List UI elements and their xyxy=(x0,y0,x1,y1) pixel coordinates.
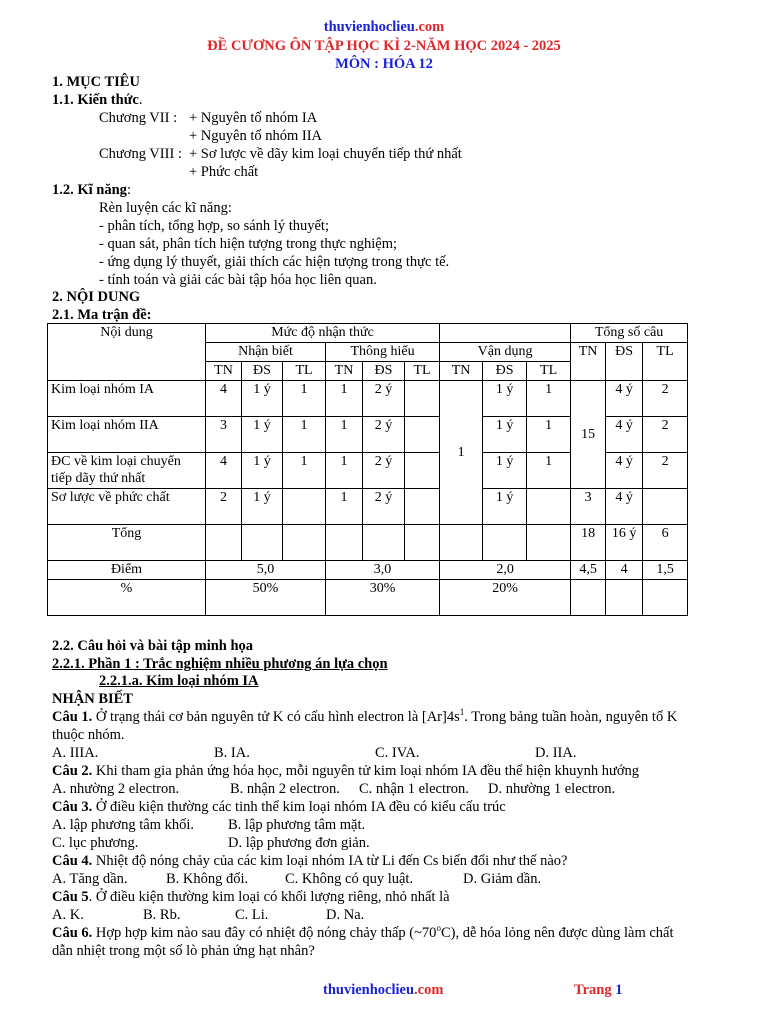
skill-item: - ứng dụng lý thuyết, giải thích các hiện tượng trong thực tế. xyxy=(99,254,450,270)
q1-option: A. IIIA. xyxy=(52,745,99,761)
q1-option: D. IIA. xyxy=(535,745,577,761)
cell: 1 xyxy=(527,381,571,417)
percent-row xyxy=(48,580,688,616)
col-header-content: Nội dung xyxy=(48,324,206,381)
cell: 2 ý xyxy=(363,489,405,525)
cell: 1 ý xyxy=(483,381,527,417)
q1-option: B. IA. xyxy=(214,745,250,761)
cell: 1 xyxy=(326,381,363,417)
cell: 1 ý xyxy=(242,417,283,453)
q1-option: C. IVA. xyxy=(375,745,420,761)
q2-option: A. nhường 2 electron. xyxy=(52,781,180,797)
row-name: Kim loại nhóm IIA xyxy=(48,417,206,453)
cell: 4 ý xyxy=(606,381,643,417)
col-header-tl: TL xyxy=(527,362,571,381)
col-header-total: Tổng số câu xyxy=(571,324,688,343)
site-domain: .com xyxy=(414,19,445,35)
cell xyxy=(405,417,440,453)
col-header-ds: ĐS xyxy=(363,362,405,381)
question-6: Câu 6. Hợp hợp kim nào sau đây có nhiệt độ nóng chảy thấp (~70$^o$C), dễ hóa lỏng nên được dùng làm chất xyxy=(52,923,674,941)
cell: 2 xyxy=(643,453,688,489)
cell: 4 ý xyxy=(606,417,643,453)
level-heading: NHẬN BIẾT xyxy=(52,691,133,707)
cell: 1 ý xyxy=(242,489,283,525)
row-name: Sơ lược về phức chất xyxy=(48,489,206,525)
cell: 3 xyxy=(206,417,242,453)
col-header-ds: ĐS xyxy=(606,343,643,381)
skills-heading: 1.2. Kĩ năng: xyxy=(52,182,131,198)
site-header xyxy=(0,18,768,36)
document-title: ĐỀ CƯƠNG ÔN TẬP HỌC KÌ 2-NĂM HỌC 2024 - 2025 xyxy=(207,38,561,54)
q4-option: A. Tăng dần. xyxy=(52,871,128,887)
total-label: Tổng xyxy=(48,525,206,561)
cell: 4 xyxy=(206,453,242,489)
score-apply: 2,0 xyxy=(440,561,571,580)
cell: 4 ý xyxy=(606,453,643,489)
score-tl: 1,5 xyxy=(643,561,688,580)
row-name: ĐC về kim loại chuyển tiếp dãy thứ nhất xyxy=(48,453,206,489)
cell xyxy=(405,489,440,525)
page-number: Trang 1 xyxy=(574,982,623,998)
cell xyxy=(405,453,440,489)
question-3: Câu 3. Ở điều kiện thường các tinh thể kim loại nhóm IA đều có kiểu cấu trúc xyxy=(52,799,506,815)
score-ds: 4 xyxy=(606,561,643,580)
question-4: Câu 4. Nhiệt độ nóng chảy của các kim loại nhóm IA từ Li đến Cs biến đổi như thế nào? xyxy=(52,853,568,869)
cell xyxy=(283,489,326,525)
footer-site xyxy=(323,981,443,999)
percent-understand: 30% xyxy=(326,580,440,616)
total-ds: 16 ý xyxy=(606,525,643,561)
cell: 2 xyxy=(206,489,242,525)
question-1: Câu 1. Ở trạng thái cơ bản nguyên tử K có cấu hình electron là $[Ar]4s^1$. Trong bảng tuần hoàn, nguyên tố K xyxy=(52,707,678,725)
cell: 1 xyxy=(326,453,363,489)
chapter-7-label: Chương VII : xyxy=(99,110,178,126)
col-header-recognize: Nhận biết xyxy=(206,343,326,362)
chapter-7-item: + Nguyên tố nhóm IA xyxy=(189,110,318,126)
cell xyxy=(405,381,440,417)
skill-item: - quan sát, phân tích hiện tượng trong thực nghiệm; xyxy=(99,236,398,252)
cell: 3 xyxy=(571,489,606,525)
cell: 4 xyxy=(206,381,242,417)
score-row xyxy=(48,561,688,580)
subject-title: MÔN : HÓA 12 xyxy=(335,56,433,72)
q5-option: B. Rb. xyxy=(143,907,181,923)
cell: 1 xyxy=(527,453,571,489)
chapter-8-item: + Phức chất xyxy=(189,164,259,180)
col-header-tn: TN xyxy=(571,343,606,381)
q3-option: C. lục phương. xyxy=(52,835,139,851)
q2-option: B. nhận 2 electron. xyxy=(230,781,340,797)
part-1-heading: 2.2.1. Phần 1 : Trắc nghiệm nhiều phương án lựa chọn xyxy=(52,656,388,672)
q4-option: D. Giảm dần. xyxy=(463,871,542,887)
q3-option: B. lập phương tâm mặt. xyxy=(228,817,366,833)
section-1-heading: 1. MỤC TIÊU xyxy=(52,74,140,90)
col-header-tl: TL xyxy=(643,343,688,381)
total-tl: 6 xyxy=(643,525,688,561)
q4-option: B. Không đổi. xyxy=(166,871,249,887)
chapter-8-label: Chương VIII : xyxy=(99,146,182,162)
cell: 1 xyxy=(527,417,571,453)
percent-recognize: 50% xyxy=(206,580,326,616)
cell: 1 ý xyxy=(483,489,527,525)
cell: 2 ý xyxy=(363,453,405,489)
cell: 2 xyxy=(643,381,688,417)
total-tn: 18 xyxy=(571,525,606,561)
q3-option: A. lập phương tâm khối. xyxy=(52,817,194,833)
cell: 1 xyxy=(283,453,326,489)
question-1-cont: thuộc nhóm. xyxy=(52,727,125,743)
col-header-tn: TN xyxy=(206,362,242,381)
cell: 1 ý xyxy=(483,417,527,453)
q5-option: D. Na. xyxy=(326,907,365,923)
cell: 2 ý xyxy=(363,417,405,453)
cell: 1 xyxy=(283,381,326,417)
skill-item: - phân tích, tổng hợp, so sánh lý thuyết; xyxy=(99,218,329,234)
cell: 1 xyxy=(326,417,363,453)
col-header-tl: TL xyxy=(405,362,440,381)
part-1a-heading: 2.2.1.a. Kim loại nhóm IA xyxy=(99,673,259,689)
cell: 2 xyxy=(643,417,688,453)
col-header-tn: TN xyxy=(326,362,363,381)
cell: 1 ý xyxy=(242,453,283,489)
q3-option: D. lập phương đơn giản. xyxy=(228,835,370,851)
total-row xyxy=(48,525,688,561)
cell: 4 ý xyxy=(606,489,643,525)
questions-heading: 2.2. Câu hỏi và bài tập minh họa xyxy=(52,638,254,654)
question-5: Câu 5. Ở điều kiện thường kim loại có khối lượng riêng, nhỏ nhất là xyxy=(52,889,450,905)
col-header-blank xyxy=(440,324,571,343)
q2-option: C. nhận 1 electron. xyxy=(359,781,469,797)
table-row xyxy=(48,489,688,525)
chapter-7-item: + Nguyên tố nhóm IIA xyxy=(189,128,323,144)
footer-site-name: thuvienhoclieu xyxy=(323,982,415,998)
exam-matrix-table xyxy=(47,323,688,616)
col-header-level: Mức độ nhận thức xyxy=(206,324,440,343)
cell-merged-total-tn: 15 xyxy=(571,381,606,489)
knowledge-heading: 1.1. Kiến thức. xyxy=(52,92,143,108)
col-header-tl: TL xyxy=(283,362,326,381)
col-header-understand: Thông hiểu xyxy=(326,343,440,362)
score-understand: 3,0 xyxy=(326,561,440,580)
cell: 1 xyxy=(326,489,363,525)
skills-intro: Rèn luyện các kĩ năng: xyxy=(99,200,232,216)
q5-option: A. K. xyxy=(52,907,84,923)
cell: 2 ý xyxy=(363,381,405,417)
question-6-cont: dẫn nhiệt trong một số lò phản ứng hạt nhân? xyxy=(52,943,315,959)
percent-label: % xyxy=(48,580,206,616)
score-tn: 4,5 xyxy=(571,561,606,580)
cell xyxy=(527,489,571,525)
cell: 1 ý xyxy=(242,381,283,417)
cell-merged-vd-tn: 1 xyxy=(440,381,483,525)
footer-site-domain: .com xyxy=(414,982,444,998)
cell xyxy=(643,489,688,525)
q4-option: C. Không có quy luật. xyxy=(285,871,414,887)
q5-option: C. Li. xyxy=(235,907,269,923)
site-name: thuvienhoclieu xyxy=(323,19,415,35)
cell: 1 ý xyxy=(483,453,527,489)
table-row xyxy=(48,381,688,417)
col-header-ds: ĐS xyxy=(483,362,527,381)
score-recognize: 5,0 xyxy=(206,561,326,580)
matrix-heading: 2.1. Ma trận đề: xyxy=(52,307,152,323)
chapter-8-item: + Sơ lược về dãy kim loại chuyển tiếp thứ nhất xyxy=(189,146,462,162)
question-2: Câu 2. Khi tham gia phản ứng hóa học, mỗi nguyên tử kim loại nhóm IA đều thể hiện khuynh hướng xyxy=(52,763,640,779)
score-label: Điểm xyxy=(48,561,206,580)
percent-apply: 20% xyxy=(440,580,571,616)
col-header-ds: ĐS xyxy=(242,362,283,381)
row-name: Kim loại nhóm IA xyxy=(48,381,206,417)
section-2-heading: 2. NỘI DUNG xyxy=(52,289,141,305)
cell: 1 xyxy=(283,417,326,453)
col-header-tn: TN xyxy=(440,362,483,381)
skill-item: - tính toán và giải các bài tập hóa học liên quan. xyxy=(99,272,377,288)
col-header-apply: Vận dụng xyxy=(440,343,571,362)
q2-option: D. nhường 1 electron. xyxy=(488,781,616,797)
